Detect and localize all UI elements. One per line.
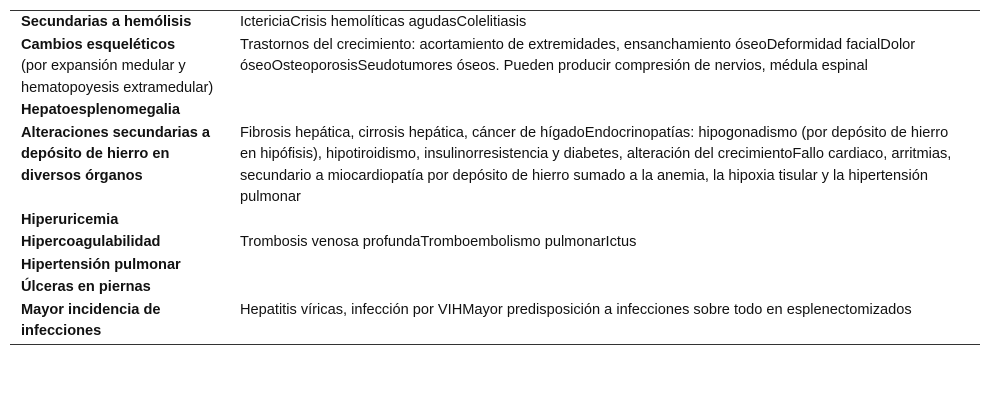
table-row bbox=[10, 300, 980, 344]
row-label: Alteraciones secundarias a depósito de hierro en diversos órganos bbox=[21, 124, 210, 184]
table-row bbox=[10, 210, 980, 233]
row-label-note: (por expansión medular y hematopoyesis extramedular) bbox=[21, 58, 214, 96]
row-label-cell bbox=[10, 100, 230, 122]
row-label: Úlceras en piernas bbox=[21, 279, 151, 295]
row-label-cell bbox=[10, 255, 230, 277]
table-row bbox=[10, 232, 980, 255]
complications-table bbox=[10, 10, 980, 345]
row-description: Hepatitis víricas, infección por VIHMayor predisposición a infecciones sobre todo en esplenectomizados bbox=[240, 301, 912, 318]
row-description: Trastornos del crecimiento: acortamiento de extremidades, ensanchamiento óseoDeformidad facialDolor óseoOsteoporosisSeudotumores óseos. Pueden producir compresión de nervios, médula espinal bbox=[240, 36, 916, 74]
row-label: Hiperuricemia bbox=[21, 211, 119, 228]
table-row bbox=[10, 35, 980, 101]
row-label-cell bbox=[10, 277, 230, 299]
row-label-cell bbox=[10, 300, 230, 343]
row-description: IctericiaCrisis hemolíticas agudasColelitiasis bbox=[240, 14, 527, 30]
row-description: Fibrosis hepática, cirrosis hepática, cáncer de hígadoEndocrinopatías: hipogonadismo (por depósito de hierro en hipófisis), hipotiroidismo, insulinorresistencia y diabetes, alteración del crecimientoFallo cardiaco, arritmias, secundario a miocardiopatía por depósito de hierro sumado a la anemia, la hipoxia tisular y la hipertensión pulmonar bbox=[240, 124, 952, 205]
table-row bbox=[10, 100, 980, 123]
row-label-cell bbox=[10, 210, 230, 232]
row-label: Hipertensión pulmonar bbox=[21, 256, 181, 273]
table-row bbox=[10, 12, 980, 35]
row-label: Mayor incidencia de infecciones bbox=[21, 301, 161, 339]
row-label-cell bbox=[10, 232, 230, 254]
table-row bbox=[10, 123, 980, 210]
row-label: Secundarias a hemólisis bbox=[21, 14, 192, 30]
row-label: Cambios esqueléticos bbox=[21, 36, 176, 53]
row-label-cell bbox=[10, 12, 230, 34]
row-label: Hepatoesplenomegalia bbox=[21, 102, 180, 118]
table-row bbox=[10, 277, 980, 300]
row-description: Trombosis venosa profundaTromboembolismo pulmonarIctus bbox=[240, 234, 637, 250]
row-label-cell bbox=[10, 123, 230, 188]
row-label-cell bbox=[10, 35, 230, 100]
table-row bbox=[10, 255, 980, 278]
row-label: Hipercoagulabilidad bbox=[21, 234, 161, 250]
